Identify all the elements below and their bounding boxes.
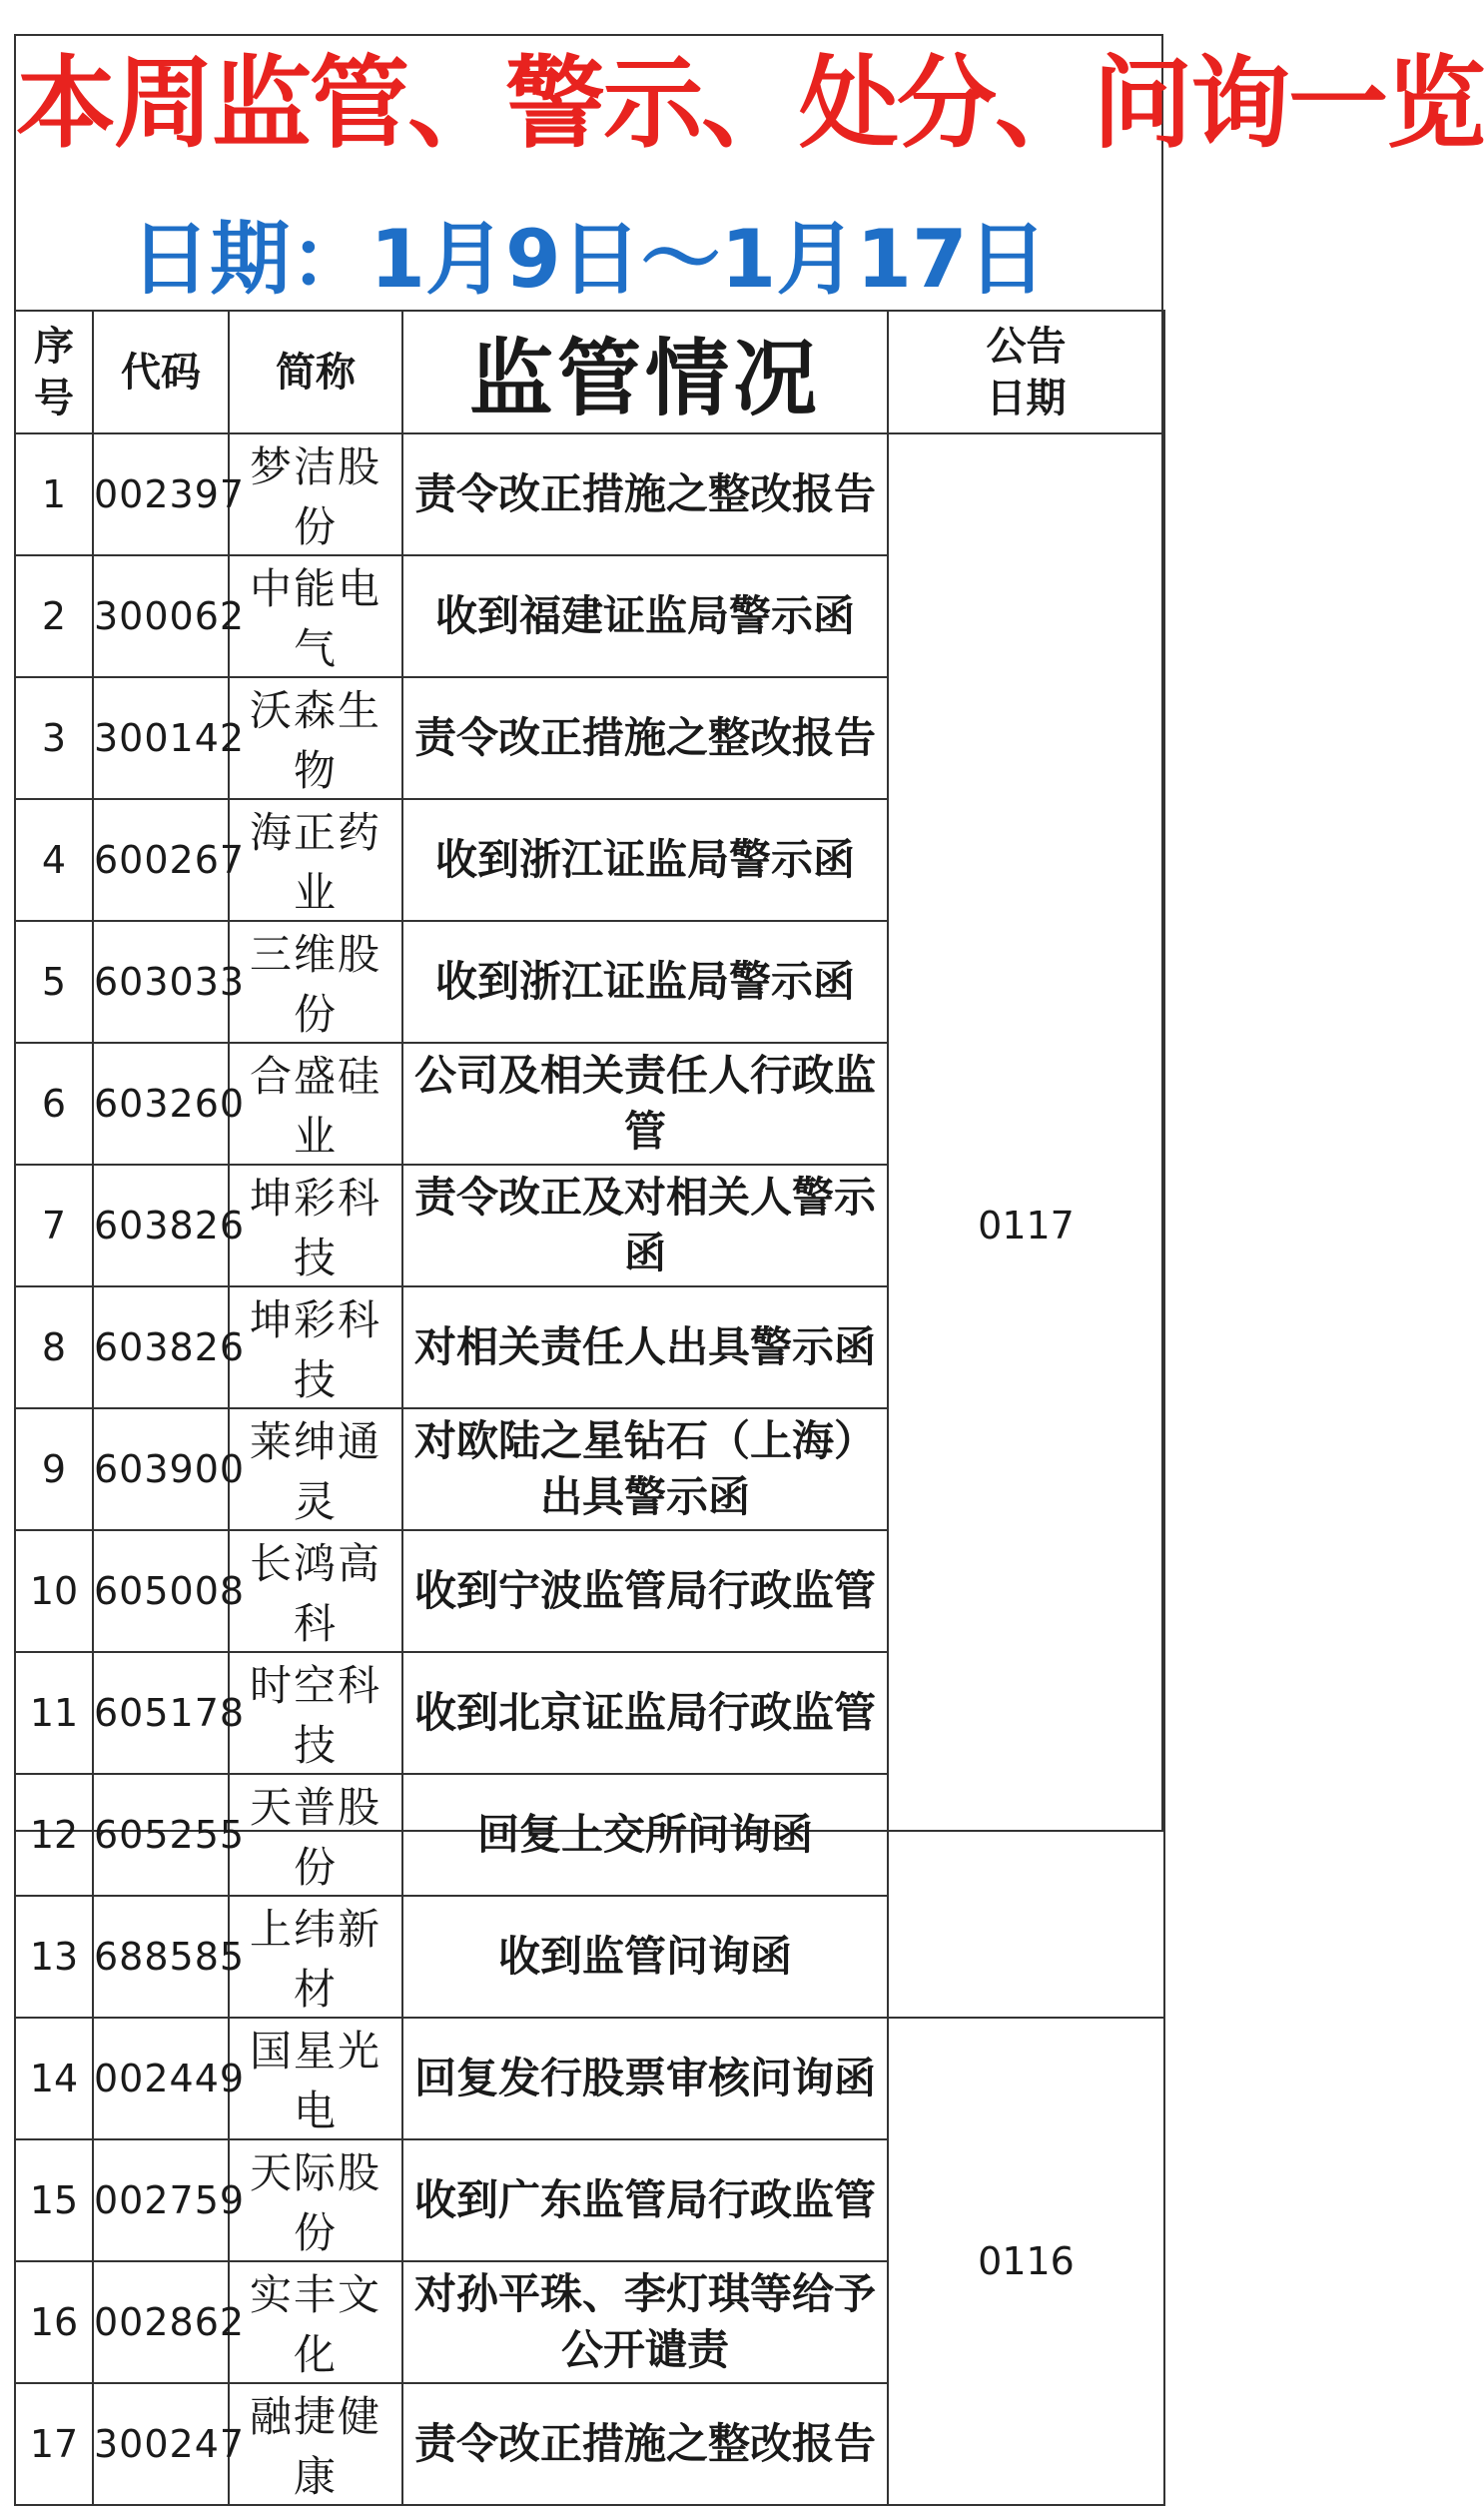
row-desc-line: 收到广东监管局行政监管 xyxy=(413,2175,876,2224)
row-name: 沃森生物 xyxy=(229,677,402,799)
row-code: 605255 xyxy=(93,1774,229,1896)
row-name: 合盛硅业 xyxy=(229,1043,402,1165)
date-range: 日期：1月9日～1月17日 xyxy=(130,213,1048,306)
row-seq: 2 xyxy=(15,555,93,677)
row-code: 605008 xyxy=(93,1530,229,1652)
row-desc-line: 收到宁波监管局行政监管 xyxy=(413,1566,876,1615)
row-desc-line: 对相关责任人出具警示函 xyxy=(413,1322,876,1371)
row-name: 长鸿高科 xyxy=(229,1530,402,1652)
row-desc xyxy=(402,2261,888,2383)
row-seq: 5 xyxy=(15,921,93,1043)
row-seq: 8 xyxy=(15,1286,93,1408)
announcement-date: 0116 xyxy=(888,2018,1164,2505)
row-desc-line: 收到监管问询函 xyxy=(497,1932,792,1981)
row-code: 603900 xyxy=(93,1408,229,1530)
row-seq: 7 xyxy=(15,1165,93,1286)
header-row xyxy=(15,311,1164,433)
table-row xyxy=(15,2018,1164,2139)
page-title: 本周监管、警示、处分、问询一览 xyxy=(16,45,1484,162)
row-name: 中能电气 xyxy=(229,555,402,677)
row-seq: 6 xyxy=(15,1043,93,1165)
row-name: 实丰文化 xyxy=(229,2261,402,2383)
row-desc xyxy=(402,799,888,921)
row-desc xyxy=(402,2139,888,2261)
header-date: 公告 日期 xyxy=(888,311,1164,433)
row-desc-line: 公开谴责 xyxy=(560,2325,729,2374)
row-desc-line: 收到福建证监局警示函 xyxy=(434,591,855,640)
row-desc xyxy=(402,1165,888,1286)
row-desc-line: 收到浙江证监局警示函 xyxy=(434,835,855,884)
row-code: 603260 xyxy=(93,1043,229,1165)
row-seq: 4 xyxy=(15,799,93,921)
row-seq: 15 xyxy=(15,2139,93,2261)
row-name: 坤彩科技 xyxy=(229,1286,402,1408)
row-desc-line: 责令改正措施之整改报告 xyxy=(413,2419,876,2468)
row-desc-line: 回复发行股票审核问询函 xyxy=(413,2054,876,2102)
row-code: 600267 xyxy=(93,799,229,921)
row-code: 002397 xyxy=(93,433,229,555)
row-code: 300142 xyxy=(93,677,229,799)
row-code: 603826 xyxy=(93,1165,229,1286)
row-code: 002449 xyxy=(93,2018,229,2139)
row-desc-line: 公司及相关责任人行政监管 xyxy=(413,1051,876,1156)
row-desc xyxy=(402,1408,888,1530)
row-code: 603033 xyxy=(93,921,229,1043)
row-seq: 12 xyxy=(15,1774,93,1896)
row-code: 688585 xyxy=(93,1896,229,2018)
row-seq: 3 xyxy=(15,677,93,799)
row-seq: 16 xyxy=(15,2261,93,2383)
row-desc-line: 责令改正措施之整改报告 xyxy=(413,713,876,762)
row-name: 国星光电 xyxy=(229,2018,402,2139)
row-seq: 1 xyxy=(15,433,93,555)
header-code: 代码 xyxy=(93,311,229,433)
row-name: 天普股份 xyxy=(229,1774,402,1896)
row-desc-line: 责令改正及对相关人警示函 xyxy=(413,1173,876,1277)
row-name: 莱绅通灵 xyxy=(229,1408,402,1530)
row-desc xyxy=(402,2018,888,2139)
row-code: 002862 xyxy=(93,2261,229,2383)
row-desc xyxy=(402,1652,888,1774)
regulation-table xyxy=(14,310,1165,2506)
row-seq: 13 xyxy=(15,1896,93,2018)
row-desc-line: 出具警示函 xyxy=(539,1472,750,1521)
row-seq: 10 xyxy=(15,1530,93,1652)
row-desc xyxy=(402,1896,888,2018)
row-code: 002759 xyxy=(93,2139,229,2261)
row-desc-line: 对欧陆之星钻石（上海） xyxy=(413,1416,876,1465)
row-name: 上纬新材 xyxy=(229,1896,402,2018)
header-desc: 监管情况 xyxy=(402,311,888,433)
table-row xyxy=(15,433,1164,555)
row-name: 坤彩科技 xyxy=(229,1165,402,1286)
row-code: 603826 xyxy=(93,1286,229,1408)
row-code: 300247 xyxy=(93,2383,229,2505)
row-name: 天际股份 xyxy=(229,2139,402,2261)
row-name: 三维股份 xyxy=(229,921,402,1043)
row-desc-line: 收到浙江证监局警示函 xyxy=(434,957,855,1006)
row-name: 融捷健康 xyxy=(229,2383,402,2505)
row-desc xyxy=(402,677,888,799)
row-code: 300062 xyxy=(93,555,229,677)
row-name: 梦洁股份 xyxy=(229,433,402,555)
row-desc xyxy=(402,555,888,677)
row-desc-line: 对孙平珠、李灯琪等给予 xyxy=(413,2269,876,2318)
row-desc xyxy=(402,1043,888,1165)
header-seq: 序 号 xyxy=(15,311,93,433)
row-desc xyxy=(402,433,888,555)
row-desc xyxy=(402,1530,888,1652)
row-desc-line: 收到北京证监局行政监管 xyxy=(413,1688,876,1737)
row-desc xyxy=(402,2383,888,2505)
row-desc xyxy=(402,921,888,1043)
row-seq: 9 xyxy=(15,1408,93,1530)
row-seq: 11 xyxy=(15,1652,93,1774)
row-desc xyxy=(402,1774,888,1896)
row-seq: 14 xyxy=(15,2018,93,2139)
row-seq: 17 xyxy=(15,2383,93,2505)
row-code: 605178 xyxy=(93,1652,229,1774)
row-desc xyxy=(402,1286,888,1408)
row-name: 海正药业 xyxy=(229,799,402,921)
row-name: 时空科技 xyxy=(229,1652,402,1774)
row-desc-line: 回复上交所问询函 xyxy=(476,1810,813,1859)
header-name: 简称 xyxy=(229,311,402,433)
announcement-date: 0117 xyxy=(888,433,1164,2018)
row-desc-line: 责令改正措施之整改报告 xyxy=(413,469,876,518)
